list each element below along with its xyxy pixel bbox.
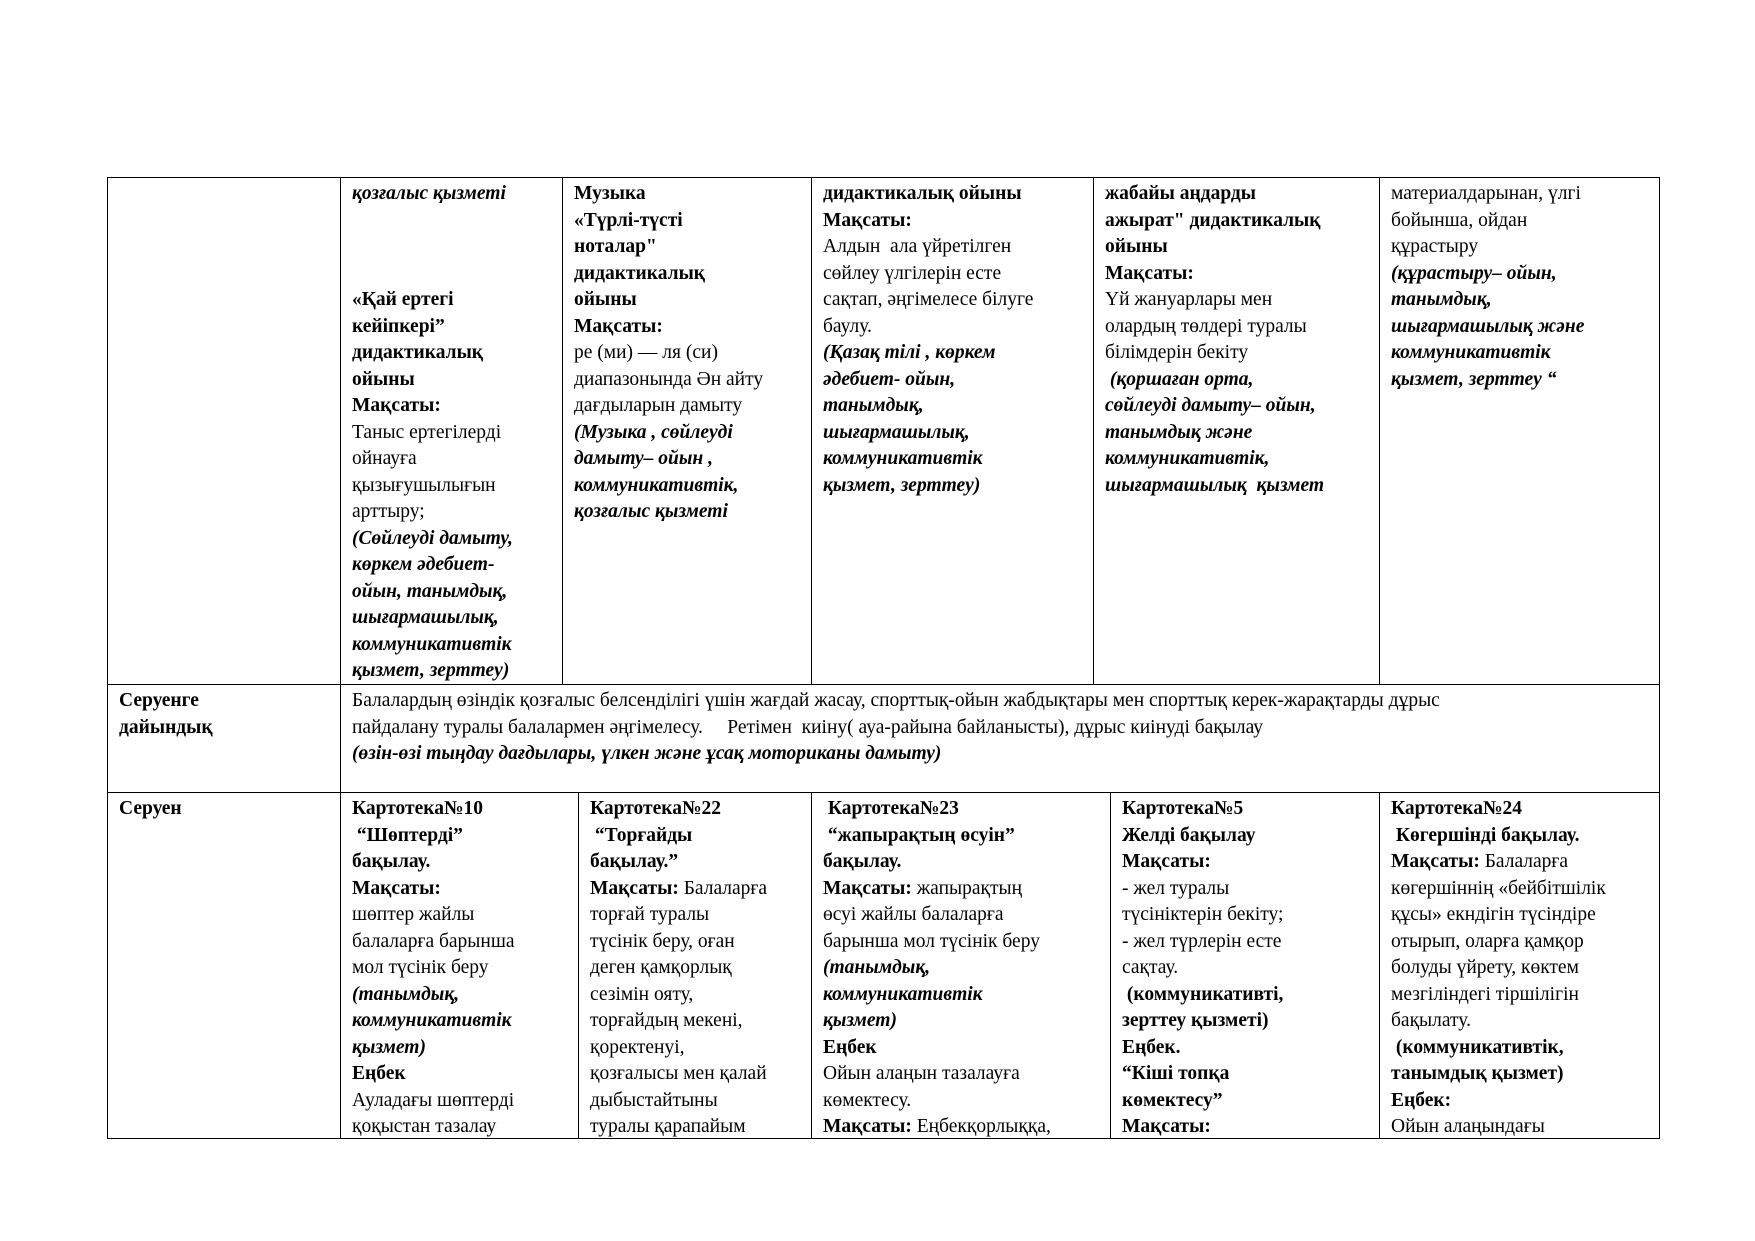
text-run: Мақсаты: bbox=[823, 877, 917, 899]
table-row bbox=[107, 792, 1660, 1139]
text-line: дидактикалық ойыны bbox=[823, 183, 1022, 204]
text-line: Мақсаты: bbox=[1105, 262, 1194, 284]
text-line: Картотека№22 bbox=[590, 798, 722, 819]
table-cell bbox=[1380, 178, 1660, 685]
text-line: материалдарынан, үлгі bbox=[1391, 183, 1581, 204]
text-line: бақылау. bbox=[823, 851, 902, 872]
text-line: ойыны bbox=[574, 289, 637, 310]
text-line: Еңбек bbox=[352, 1063, 406, 1084]
text-line: дамыту– ойын , bbox=[574, 448, 713, 469]
text-line: шығармашылық қызмет bbox=[1105, 474, 1325, 496]
table-cell bbox=[1094, 178, 1380, 685]
row-label: дайындық bbox=[119, 716, 213, 738]
text-line: (танымдық, bbox=[823, 957, 931, 978]
table-cell bbox=[812, 793, 1111, 1138]
text-line: ойын, танымдық, bbox=[352, 580, 508, 602]
text-line: (коммуникативтік, bbox=[1391, 1036, 1564, 1058]
text-line bbox=[590, 876, 811, 903]
text-line: (танымдық, bbox=[352, 983, 460, 1005]
text-line: Мақсаты: bbox=[823, 209, 912, 231]
text-run: Еңбекқорлыққа, bbox=[916, 1116, 1051, 1137]
text-line: Алдын ала үйретілген bbox=[823, 236, 1012, 257]
text-line: қозғалыс қызметі bbox=[574, 501, 728, 522]
text-line: торғай туралы bbox=[590, 904, 710, 925]
text-line: дидактикалық bbox=[574, 262, 706, 284]
text-line: Ауладағы шөптерді bbox=[352, 1089, 515, 1111]
text-line: олардың төлдері туралы bbox=[1105, 315, 1307, 337]
text-run: Балаларға bbox=[683, 877, 768, 899]
table-row bbox=[107, 177, 1660, 685]
table-cell bbox=[812, 178, 1094, 685]
text-line: “жапырақтың өсуін” bbox=[823, 824, 1015, 846]
text-line: Картотека№5 bbox=[1122, 798, 1244, 819]
text-line: Таныс ертегілерді bbox=[352, 421, 502, 443]
text-line: танымдық, bbox=[1391, 289, 1492, 310]
table-cell bbox=[579, 793, 812, 1138]
text-line: деген қамқорлық bbox=[590, 957, 732, 978]
text-line: дидактикалық bbox=[352, 342, 484, 363]
text-line: коммуникативтік bbox=[823, 983, 983, 1005]
text-line: (қоршаған орта, bbox=[1105, 368, 1254, 390]
text-run: Мақсаты: bbox=[590, 877, 684, 899]
table-cell-wide bbox=[341, 685, 1660, 793]
text-line: сақтап, әңгімелесе білуге bbox=[823, 289, 1034, 310]
text-line: баулу. bbox=[823, 315, 872, 337]
text-line bbox=[823, 876, 1110, 903]
text-line: ойнауға bbox=[352, 448, 417, 469]
text-line: қызмет) bbox=[823, 1010, 897, 1031]
text-line: сөйлеуді дамыту– ойын, bbox=[1105, 395, 1316, 416]
text-line: қызмет, зерттеу “ bbox=[1391, 368, 1557, 390]
text-line: барынша мол түсінік беру bbox=[823, 930, 1040, 952]
text-line: шығармашылық, bbox=[352, 607, 499, 628]
row-label-cell bbox=[107, 793, 341, 1138]
text-line: Үй жануарлары мен bbox=[1105, 289, 1273, 310]
text-line: арттыру; bbox=[352, 501, 425, 522]
text-line: Мақсаты: bbox=[352, 877, 441, 899]
text-line: диапазонында Ән айту bbox=[574, 368, 764, 390]
text-line: қозғалысы мен қалай bbox=[590, 1063, 767, 1084]
text-line: көркем әдебиет- bbox=[352, 554, 495, 575]
text-line: - жел туралы bbox=[1122, 877, 1230, 899]
text-line: (Сөйлеуді дамыту, bbox=[352, 527, 513, 549]
text-line: шөптер жайлы bbox=[352, 904, 475, 925]
text-line: қозғалыс қызметі bbox=[352, 183, 506, 204]
text-line: мол түсінік беру bbox=[352, 957, 489, 978]
text-line: танымдық және bbox=[1105, 421, 1253, 443]
table-cell bbox=[1380, 793, 1660, 1138]
text-run: Балаларға bbox=[1484, 851, 1569, 872]
table-row bbox=[107, 684, 1660, 793]
text-line bbox=[1391, 849, 1659, 876]
text-line: шығармашылық және bbox=[1391, 315, 1585, 337]
text-line bbox=[352, 261, 562, 288]
text-line: шығармашылық, bbox=[823, 421, 970, 443]
text-line: (құрастыру– ойын, bbox=[1391, 262, 1557, 284]
text-line: көмектесу” bbox=[1122, 1089, 1223, 1111]
text-line: болуды үйрету, көктем bbox=[1391, 957, 1579, 978]
text-line: түсінік беру, оған bbox=[590, 930, 735, 952]
table-cell bbox=[1111, 793, 1380, 1138]
text-line: ойыны bbox=[1105, 236, 1168, 257]
text-line: құсы» екндігін түсіндіре bbox=[1391, 904, 1596, 925]
text-line: отырып, оларға қамқор bbox=[1391, 930, 1584, 952]
text-run: Мақсаты: bbox=[823, 1116, 917, 1137]
text-line bbox=[352, 234, 562, 261]
text-line: пайдалану туралы балалармен әңгімелесу. Ретімен киіну( ауа-райына байланысты), дұрыс киінуді бақылау bbox=[352, 716, 1264, 738]
text-line: (коммуникативті, bbox=[1122, 983, 1284, 1005]
text-line: ре (ми) — ля (си) bbox=[574, 342, 718, 363]
text-line: Мақсаты: bbox=[352, 395, 441, 416]
text-line: Музыка bbox=[574, 183, 646, 204]
text-line: (өзін-өзі тыңдау дағдылары, үлкен және ұсақ моториканы дамыту) bbox=[352, 743, 942, 764]
text-run: жапырақтың bbox=[916, 877, 1023, 899]
text-line: Картотека№10 bbox=[352, 798, 484, 819]
text-line: Желді бақылау bbox=[1122, 824, 1256, 846]
text-line: Картотека№23 bbox=[823, 798, 959, 819]
text-line: ойыны bbox=[352, 368, 415, 390]
text-line: Мақсаты: bbox=[1122, 1116, 1211, 1137]
text-line: сақтау. bbox=[1122, 957, 1179, 978]
text-line: түсініктерін бекіту; bbox=[1122, 904, 1284, 925]
row-label: Серуен bbox=[119, 798, 182, 819]
text-line: көмектесу. bbox=[823, 1089, 912, 1111]
text-line: қызығушылығын bbox=[352, 474, 496, 496]
text-line: туралы қарапайым bbox=[590, 1116, 746, 1137]
table-cell bbox=[341, 793, 579, 1138]
text-line: (Музыка , сөйлеуді bbox=[574, 421, 733, 443]
text-line: Ойын алаңын тазалауға bbox=[823, 1063, 1020, 1084]
text-line: білімдерін бекіту bbox=[1105, 342, 1249, 363]
text-line bbox=[823, 1114, 1110, 1138]
text-line: (Қазақ тілі , көркем bbox=[823, 342, 996, 363]
text-line: сезімін ояту, bbox=[590, 983, 694, 1005]
text-line: өсуі жайлы балаларға bbox=[823, 904, 1004, 925]
text-line: коммуникативтік bbox=[352, 1010, 512, 1031]
text-line: «Қай ертегі bbox=[352, 289, 454, 310]
row-label-cell bbox=[107, 178, 341, 685]
text-line: торғайдың мекені, bbox=[590, 1010, 743, 1031]
text-line: “Кіші топқа bbox=[1122, 1063, 1230, 1084]
text-line: танымдық қызмет) bbox=[1391, 1063, 1564, 1084]
text-line: қызмет) bbox=[352, 1036, 426, 1058]
text-line: сөйлеу үлгілерін есте bbox=[823, 262, 1002, 284]
text-line: Ойын алаңындағы bbox=[1391, 1116, 1545, 1137]
text-line: коммуникативтік, bbox=[1105, 448, 1270, 469]
text-line: бақылау. bbox=[352, 851, 431, 872]
text-line: кейіпкері” bbox=[352, 315, 445, 337]
text-line: Картотека№24 bbox=[1391, 798, 1523, 819]
text-line: Балалардың өзіндік қозғалыс белсенділігі үшін жағдай жасау, спорттық-ойын жабдықтары мен спорттық керек-жарақтарды дұрыс bbox=[352, 690, 1440, 711]
text-line: Мақсаты: bbox=[1122, 851, 1211, 872]
text-line bbox=[352, 208, 562, 235]
text-line: коммуникативтік bbox=[1391, 342, 1551, 363]
text-line: қоректенуі, bbox=[590, 1036, 685, 1058]
text-line: бойынша, ойдан bbox=[1391, 209, 1528, 231]
text-line: құрастыру bbox=[1391, 236, 1479, 257]
text-line: ноталар" bbox=[574, 236, 657, 257]
text-line: мезгіліндегі тіршілігін bbox=[1391, 983, 1579, 1005]
row-label-cell bbox=[107, 685, 341, 793]
text-line: коммуникативтік, bbox=[574, 474, 739, 496]
text-line: - жел түрлерін есте bbox=[1122, 930, 1282, 952]
text-line: қызмет, зерттеу) bbox=[823, 474, 981, 496]
text-line: әдебиет- ойын, bbox=[823, 368, 956, 390]
text-line: Мақсаты: bbox=[574, 315, 663, 337]
text-line: Көгершінді бақылау. bbox=[1391, 824, 1580, 846]
text-line: «Түрлі-түсті bbox=[574, 209, 683, 231]
text-line: Еңбек bbox=[823, 1036, 877, 1058]
row-label: Серуенге bbox=[119, 690, 199, 711]
text-line: балаларға барынша bbox=[352, 930, 515, 952]
text-line: дағдыларын дамыту bbox=[574, 395, 743, 416]
text-line: коммуникативтік bbox=[352, 633, 512, 655]
text-line: бақылау.” bbox=[590, 851, 679, 872]
text-line: танымдық, bbox=[823, 395, 924, 416]
text-line: дыбыстайтыны bbox=[590, 1089, 718, 1111]
text-line: көгершіннің «бейбітшілік bbox=[1391, 877, 1606, 899]
text-line: коммуникативтік bbox=[823, 448, 983, 469]
table-cell bbox=[341, 178, 563, 685]
text-line: “Шөптерді” bbox=[352, 824, 463, 846]
text-line: ажырат" дидактикалық bbox=[1105, 209, 1321, 231]
text-line: Еңбек: bbox=[1391, 1089, 1452, 1111]
text-line: “Торғайды bbox=[590, 824, 693, 846]
table-cell bbox=[563, 178, 812, 685]
text-line: Еңбек. bbox=[1122, 1036, 1181, 1058]
text-line: бақылату. bbox=[1391, 1010, 1471, 1031]
text-line: зерттеу қызметі) bbox=[1122, 1010, 1269, 1031]
text-run: Мақсаты: bbox=[1391, 851, 1485, 872]
text-line: жабайы аңдарды bbox=[1105, 183, 1257, 204]
text-line: қызмет, зерттеу) bbox=[352, 660, 510, 681]
text-line: қоқыстан тазалау bbox=[352, 1116, 497, 1137]
